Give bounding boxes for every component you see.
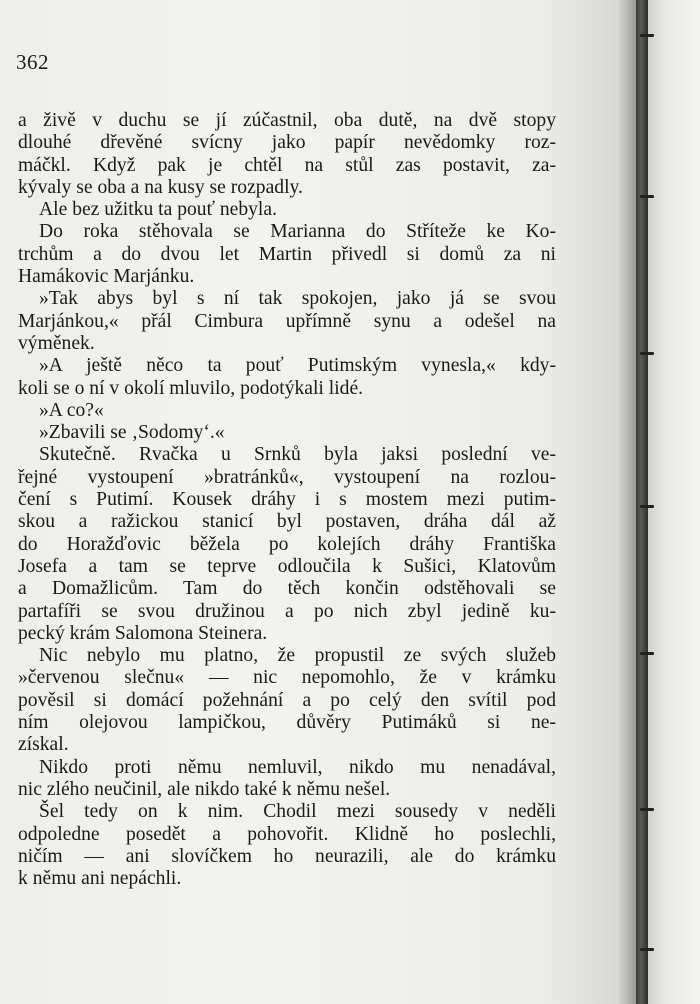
- text-line: trchům a do dvou let Martin přivedl si domů za ni: [18, 243, 556, 265]
- text-line: nic zlého neučinil, ale nikdo také k němu nešel.: [18, 778, 391, 800]
- text-line: Ale bez užitku ta pouť nebyla.: [39, 199, 277, 221]
- text-line: »Tak abys byl s ní tak spokojen, jako já se svou: [39, 288, 556, 310]
- binding-stitch: [640, 195, 654, 198]
- text-line: skou a ražickou stanicí byl postaven, dráha dál až: [18, 511, 556, 533]
- text-line: čení s Putimí. Kousek dráhy i s mostem mezi putim-: [18, 489, 556, 511]
- text-line: ním olejovou lampičkou, důvěry Putimáků si ne-: [18, 712, 556, 734]
- text-line: »Zbavili se ‚Sodomy‘.«: [39, 422, 225, 444]
- text-line: k němu ani nepáchli.: [18, 868, 182, 890]
- text-line: Skutečně. Rvačka u Srnků byla jaksi poslední ve-: [39, 444, 556, 466]
- text-line: pověsil si domácí požehnání a po celý den svítil pod: [18, 689, 556, 711]
- text-line: kývaly se oba a na kusy se rozpadly.: [18, 176, 303, 198]
- text-line: Do roka stěhovala se Marianna do Stříteže ke Ko-: [39, 221, 556, 243]
- body-text: [18, 110, 556, 890]
- text-line: odpoledne posedět a pohovořit. Klidně ho poslechli,: [18, 823, 556, 845]
- text-line: dlouhé dřevěné svícny jako papír nevědomky roz-: [18, 132, 556, 154]
- text-line: Šel tedy on k nim. Chodil mezi sousedy v neděli: [39, 801, 556, 823]
- binding-stitch: [640, 34, 654, 37]
- binding-stitch: [640, 808, 654, 811]
- text-line: »červenou slečnu« — nic nepomohlo, že v krámku: [18, 667, 556, 689]
- text-line: pecký krám Salomona Steinera.: [18, 622, 268, 644]
- text-line: Nikdo proti němu nemluvil, nikdo mu nenadával,: [39, 756, 556, 778]
- text-line: »A co?«: [39, 399, 104, 421]
- text-line: Hamákovic Marjánku.: [18, 266, 195, 288]
- text-line: získal.: [18, 734, 69, 756]
- text-line: ničím — ani slovíčkem ho neurazili, ale do krámku: [18, 845, 556, 867]
- book-gutter: [636, 0, 648, 1004]
- facing-page-edge: [648, 0, 700, 1004]
- text-line: »A ještě něco ta pouť Putimským vynesla,« kdy-: [39, 355, 556, 377]
- text-line: Marjánkou,« přál Cimbura upřímně synu a odešel na: [18, 310, 556, 332]
- text-line: máčkl. Když pak je chtěl na stůl zas postavit, za-: [18, 154, 556, 176]
- text-line: řejné vystoupení »bratránků«, vystoupení na rozlou-: [18, 466, 556, 488]
- text-line: a Domažlicům. Tam do těch končin odstěhovali se: [18, 578, 556, 600]
- text-line: Nic nebylo mu platno, že propustil ze svých služeb: [39, 645, 556, 667]
- text-line: do Horažďovic běžela po kolejích dráhy Františka: [18, 533, 556, 555]
- binding-stitch: [640, 505, 654, 508]
- text-line: partafíři se svou družinou a po nich zbyl jedině ku-: [18, 600, 556, 622]
- binding-stitch: [640, 352, 654, 355]
- binding-stitch: [640, 652, 654, 655]
- binding-stitch: [640, 948, 654, 951]
- text-line: koli se o ní v okolí mluvilo, podotýkali lidé.: [18, 377, 364, 399]
- page-number: 362: [16, 50, 49, 74]
- text-line: Josefa a tam se teprve odloučila k Sušici, Klatovům: [18, 555, 556, 577]
- text-line: výměnek.: [18, 332, 95, 354]
- text-line: a živě v duchu se jí zúčastnil, oba dutě, na dvě stopy: [18, 110, 556, 131]
